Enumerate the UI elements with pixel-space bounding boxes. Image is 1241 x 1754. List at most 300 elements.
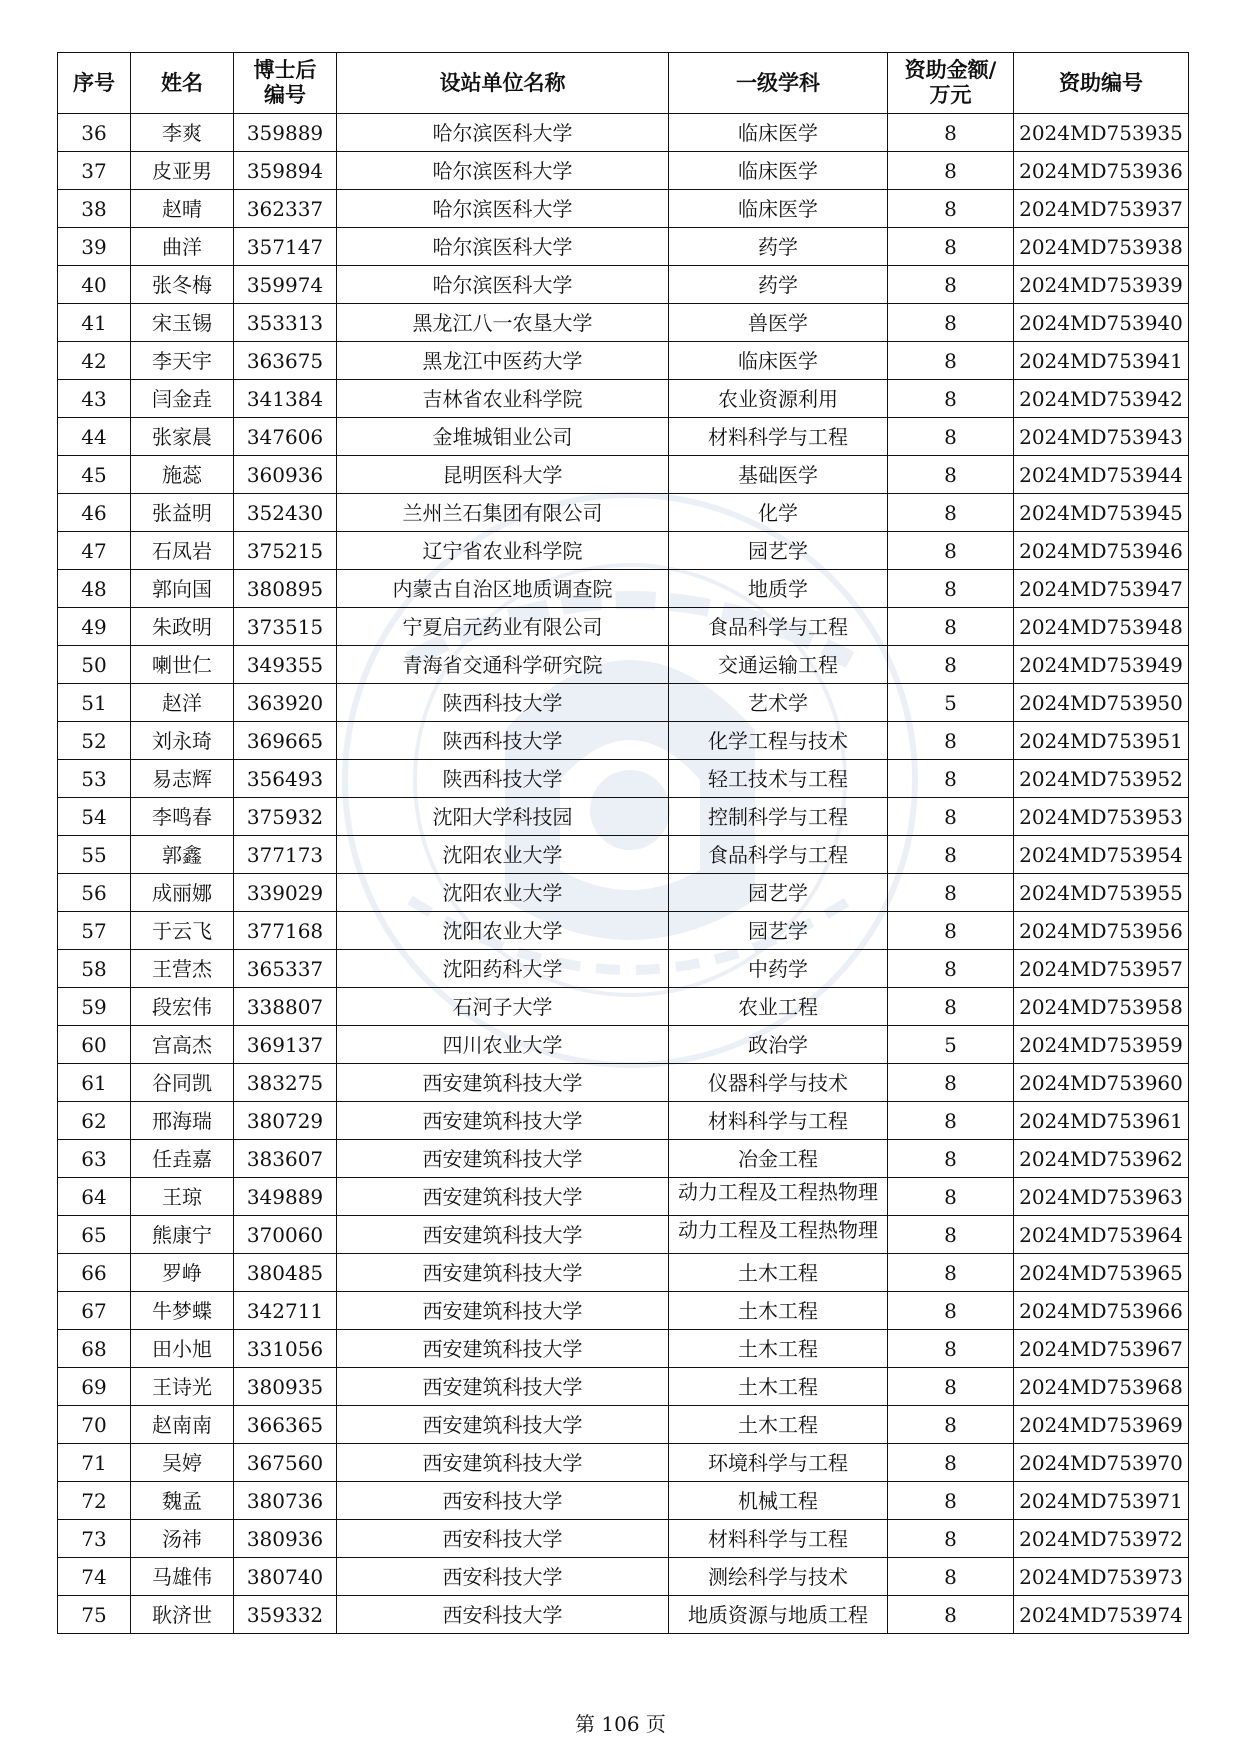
col-header-index: 序号 bbox=[58, 53, 131, 114]
cell-amount: 8 bbox=[888, 760, 1014, 798]
cell-grant-id: 2024MD753938 bbox=[1014, 228, 1189, 266]
table-row bbox=[58, 950, 1189, 988]
cell-index: 54 bbox=[58, 798, 131, 836]
cell-amount: 8 bbox=[888, 570, 1014, 608]
cell-postdoc-id: 352430 bbox=[234, 494, 337, 532]
cell-name: 段宏伟 bbox=[131, 988, 234, 1026]
cell-index: 41 bbox=[58, 304, 131, 342]
cell-index: 38 bbox=[58, 190, 131, 228]
cell-name: 宫高杰 bbox=[131, 1026, 234, 1064]
cell-name: 熊康宁 bbox=[131, 1216, 234, 1254]
cell-institution: 哈尔滨医科大学 bbox=[337, 266, 669, 304]
cell-name: 喇世仁 bbox=[131, 646, 234, 684]
cell-index: 39 bbox=[58, 228, 131, 266]
cell-institution: 沈阳农业大学 bbox=[337, 912, 669, 950]
cell-discipline: 艺术学 bbox=[669, 684, 888, 722]
cell-grant-id: 2024MD753969 bbox=[1014, 1406, 1189, 1444]
cell-name: 郭鑫 bbox=[131, 836, 234, 874]
cell-index: 67 bbox=[58, 1292, 131, 1330]
cell-institution: 石河子大学 bbox=[337, 988, 669, 1026]
cell-amount: 8 bbox=[888, 456, 1014, 494]
cell-postdoc-id: 383607 bbox=[234, 1140, 337, 1178]
cell-grant-id: 2024MD753949 bbox=[1014, 646, 1189, 684]
cell-index: 72 bbox=[58, 1482, 131, 1520]
cell-index: 45 bbox=[58, 456, 131, 494]
table-row bbox=[58, 1292, 1189, 1330]
cell-institution: 西安科技大学 bbox=[337, 1520, 669, 1558]
cell-name: 皮亚男 bbox=[131, 152, 234, 190]
cell-amount: 8 bbox=[888, 1140, 1014, 1178]
cell-name: 易志辉 bbox=[131, 760, 234, 798]
cell-name: 闫金垚 bbox=[131, 380, 234, 418]
cell-index: 55 bbox=[58, 836, 131, 874]
cell-discipline: 食品科学与工程 bbox=[669, 836, 888, 874]
cell-index: 70 bbox=[58, 1406, 131, 1444]
cell-grant-id: 2024MD753972 bbox=[1014, 1520, 1189, 1558]
cell-discipline: 土木工程 bbox=[669, 1330, 888, 1368]
cell-postdoc-id: 359974 bbox=[234, 266, 337, 304]
table-row bbox=[58, 1102, 1189, 1140]
cell-index: 59 bbox=[58, 988, 131, 1026]
cell-grant-id: 2024MD753935 bbox=[1014, 114, 1189, 152]
cell-grant-id: 2024MD753941 bbox=[1014, 342, 1189, 380]
cell-grant-id: 2024MD753946 bbox=[1014, 532, 1189, 570]
cell-institution: 哈尔滨医科大学 bbox=[337, 152, 669, 190]
cell-name: 罗峥 bbox=[131, 1254, 234, 1292]
cell-postdoc-id: 369137 bbox=[234, 1026, 337, 1064]
cell-amount: 8 bbox=[888, 1482, 1014, 1520]
cell-discipline: 地质学 bbox=[669, 570, 888, 608]
cell-discipline: 园艺学 bbox=[669, 874, 888, 912]
cell-index: 40 bbox=[58, 266, 131, 304]
cell-discipline: 交通运输工程 bbox=[669, 646, 888, 684]
cell-institution: 西安建筑科技大学 bbox=[337, 1330, 669, 1368]
cell-amount: 8 bbox=[888, 1444, 1014, 1482]
cell-amount: 8 bbox=[888, 190, 1014, 228]
cell-index: 61 bbox=[58, 1064, 131, 1102]
cell-discipline: 材料科学与工程 bbox=[669, 1520, 888, 1558]
cell-institution: 沈阳农业大学 bbox=[337, 874, 669, 912]
cell-index: 44 bbox=[58, 418, 131, 456]
cell-postdoc-id: 353313 bbox=[234, 304, 337, 342]
cell-index: 48 bbox=[58, 570, 131, 608]
cell-discipline: 药学 bbox=[669, 266, 888, 304]
cell-amount: 8 bbox=[888, 1368, 1014, 1406]
cell-amount: 8 bbox=[888, 380, 1014, 418]
cell-discipline: 化学 bbox=[669, 494, 888, 532]
cell-index: 68 bbox=[58, 1330, 131, 1368]
table-row bbox=[58, 228, 1189, 266]
cell-amount: 8 bbox=[888, 1254, 1014, 1292]
table-row bbox=[58, 608, 1189, 646]
cell-discipline: 政治学 bbox=[669, 1026, 888, 1064]
cell-amount: 8 bbox=[888, 304, 1014, 342]
cell-institution: 哈尔滨医科大学 bbox=[337, 228, 669, 266]
cell-name: 王琼 bbox=[131, 1178, 234, 1216]
cell-index: 73 bbox=[58, 1520, 131, 1558]
cell-postdoc-id: 370060 bbox=[234, 1216, 337, 1254]
cell-amount: 8 bbox=[888, 1520, 1014, 1558]
cell-name: 王诗光 bbox=[131, 1368, 234, 1406]
cell-postdoc-id: 341384 bbox=[234, 380, 337, 418]
cell-name: 曲洋 bbox=[131, 228, 234, 266]
cell-postdoc-id: 367560 bbox=[234, 1444, 337, 1482]
table-row bbox=[58, 570, 1189, 608]
cell-institution: 兰州兰石集团有限公司 bbox=[337, 494, 669, 532]
cell-name: 张冬梅 bbox=[131, 266, 234, 304]
cell-discipline: 园艺学 bbox=[669, 532, 888, 570]
cell-name: 于云飞 bbox=[131, 912, 234, 950]
cell-amount: 8 bbox=[888, 1558, 1014, 1596]
cell-discipline: 土木工程 bbox=[669, 1406, 888, 1444]
cell-amount: 8 bbox=[888, 494, 1014, 532]
cell-amount: 8 bbox=[888, 114, 1014, 152]
cell-index: 51 bbox=[58, 684, 131, 722]
cell-postdoc-id: 331056 bbox=[234, 1330, 337, 1368]
table-row bbox=[58, 684, 1189, 722]
table-row bbox=[58, 912, 1189, 950]
cell-discipline: 材料科学与工程 bbox=[669, 418, 888, 456]
cell-postdoc-id: 366365 bbox=[234, 1406, 337, 1444]
cell-institution: 哈尔滨医科大学 bbox=[337, 114, 669, 152]
cell-postdoc-id: 380729 bbox=[234, 1102, 337, 1140]
cell-amount: 8 bbox=[888, 836, 1014, 874]
table-row bbox=[58, 646, 1189, 684]
cell-discipline: 农业工程 bbox=[669, 988, 888, 1026]
cell-postdoc-id: 373515 bbox=[234, 608, 337, 646]
cell-name: 汤祎 bbox=[131, 1520, 234, 1558]
cell-index: 71 bbox=[58, 1444, 131, 1482]
cell-grant-id: 2024MD753945 bbox=[1014, 494, 1189, 532]
table-row bbox=[58, 532, 1189, 570]
col-header-grant-id: 资助编号 bbox=[1014, 53, 1189, 114]
table-row bbox=[58, 152, 1189, 190]
cell-name: 宋玉锡 bbox=[131, 304, 234, 342]
cell-grant-id: 2024MD753940 bbox=[1014, 304, 1189, 342]
cell-amount: 8 bbox=[888, 874, 1014, 912]
col-header-amount: 资助金额/ 万元 bbox=[888, 53, 1014, 114]
cell-discipline: 食品科学与工程 bbox=[669, 608, 888, 646]
cell-grant-id: 2024MD753948 bbox=[1014, 608, 1189, 646]
cell-amount: 8 bbox=[888, 1596, 1014, 1634]
cell-institution: 西安建筑科技大学 bbox=[337, 1064, 669, 1102]
cell-grant-id: 2024MD753964 bbox=[1014, 1216, 1189, 1254]
cell-grant-id: 2024MD753973 bbox=[1014, 1558, 1189, 1596]
cell-institution: 西安建筑科技大学 bbox=[337, 1102, 669, 1140]
cell-index: 75 bbox=[58, 1596, 131, 1634]
cell-institution: 西安建筑科技大学 bbox=[337, 1368, 669, 1406]
cell-amount: 8 bbox=[888, 798, 1014, 836]
cell-name: 石凤岩 bbox=[131, 532, 234, 570]
cell-postdoc-id: 377173 bbox=[234, 836, 337, 874]
table-row bbox=[58, 304, 1189, 342]
table-row bbox=[58, 1178, 1189, 1216]
cell-institution: 哈尔滨医科大学 bbox=[337, 190, 669, 228]
cell-institution: 四川农业大学 bbox=[337, 1026, 669, 1064]
cell-institution: 西安科技大学 bbox=[337, 1558, 669, 1596]
cell-index: 60 bbox=[58, 1026, 131, 1064]
cell-postdoc-id: 349889 bbox=[234, 1178, 337, 1216]
cell-postdoc-id: 356493 bbox=[234, 760, 337, 798]
cell-index: 49 bbox=[58, 608, 131, 646]
cell-institution: 西安建筑科技大学 bbox=[337, 1140, 669, 1178]
cell-institution: 西安建筑科技大学 bbox=[337, 1292, 669, 1330]
cell-postdoc-id: 357147 bbox=[234, 228, 337, 266]
cell-name: 赵晴 bbox=[131, 190, 234, 228]
cell-name: 赵洋 bbox=[131, 684, 234, 722]
cell-name: 任垚嘉 bbox=[131, 1140, 234, 1178]
cell-grant-id: 2024MD753953 bbox=[1014, 798, 1189, 836]
table-row bbox=[58, 1254, 1189, 1292]
cell-grant-id: 2024MD753954 bbox=[1014, 836, 1189, 874]
cell-name: 郭向国 bbox=[131, 570, 234, 608]
cell-name: 田小旭 bbox=[131, 1330, 234, 1368]
cell-grant-id: 2024MD753960 bbox=[1014, 1064, 1189, 1102]
cell-amount: 5 bbox=[888, 1026, 1014, 1064]
table-row bbox=[58, 760, 1189, 798]
cell-index: 50 bbox=[58, 646, 131, 684]
cell-postdoc-id: 365337 bbox=[234, 950, 337, 988]
funding-table bbox=[57, 52, 1189, 1634]
table-row bbox=[58, 1482, 1189, 1520]
cell-grant-id: 2024MD753966 bbox=[1014, 1292, 1189, 1330]
page-number: 第 106 页 bbox=[575, 1712, 666, 1736]
cell-institution: 沈阳药科大学 bbox=[337, 950, 669, 988]
cell-discipline: 化学工程与技术 bbox=[669, 722, 888, 760]
cell-grant-id: 2024MD753943 bbox=[1014, 418, 1189, 456]
cell-discipline: 动力工程及工程热物理 bbox=[669, 1178, 888, 1216]
cell-grant-id: 2024MD753965 bbox=[1014, 1254, 1189, 1292]
cell-postdoc-id: 363920 bbox=[234, 684, 337, 722]
cell-grant-id: 2024MD753947 bbox=[1014, 570, 1189, 608]
cell-discipline: 临床医学 bbox=[669, 342, 888, 380]
cell-index: 43 bbox=[58, 380, 131, 418]
cell-grant-id: 2024MD753967 bbox=[1014, 1330, 1189, 1368]
cell-postdoc-id: 359889 bbox=[234, 114, 337, 152]
cell-name: 张家晨 bbox=[131, 418, 234, 456]
cell-index: 69 bbox=[58, 1368, 131, 1406]
cell-postdoc-id: 383275 bbox=[234, 1064, 337, 1102]
cell-index: 36 bbox=[58, 114, 131, 152]
cell-discipline: 地质资源与地质工程 bbox=[669, 1596, 888, 1634]
cell-postdoc-id: 359332 bbox=[234, 1596, 337, 1634]
cell-grant-id: 2024MD753952 bbox=[1014, 760, 1189, 798]
cell-institution: 内蒙古自治区地质调查院 bbox=[337, 570, 669, 608]
cell-amount: 8 bbox=[888, 266, 1014, 304]
cell-name: 成丽娜 bbox=[131, 874, 234, 912]
cell-discipline: 轻工技术与工程 bbox=[669, 760, 888, 798]
cell-discipline: 药学 bbox=[669, 228, 888, 266]
cell-discipline: 农业资源利用 bbox=[669, 380, 888, 418]
table-row bbox=[58, 988, 1189, 1026]
cell-amount: 8 bbox=[888, 608, 1014, 646]
cell-grant-id: 2024MD753968 bbox=[1014, 1368, 1189, 1406]
cell-institution: 辽宁省农业科学院 bbox=[337, 532, 669, 570]
cell-amount: 8 bbox=[888, 912, 1014, 950]
table-row bbox=[58, 1368, 1189, 1406]
col-header-postdoc-id: 博士后 编号 bbox=[234, 53, 337, 114]
cell-amount: 8 bbox=[888, 418, 1014, 456]
table-row bbox=[58, 342, 1189, 380]
table-row bbox=[58, 380, 1189, 418]
table-row bbox=[58, 1520, 1189, 1558]
cell-institution: 昆明医科大学 bbox=[337, 456, 669, 494]
cell-amount: 8 bbox=[888, 1178, 1014, 1216]
cell-postdoc-id: 349355 bbox=[234, 646, 337, 684]
cell-discipline: 仪器科学与技术 bbox=[669, 1064, 888, 1102]
table-row bbox=[58, 418, 1189, 456]
cell-institution: 陕西科技大学 bbox=[337, 684, 669, 722]
table-row bbox=[58, 1026, 1189, 1064]
cell-name: 耿济世 bbox=[131, 1596, 234, 1634]
cell-amount: 8 bbox=[888, 1102, 1014, 1140]
table-row bbox=[58, 722, 1189, 760]
cell-grant-id: 2024MD753958 bbox=[1014, 988, 1189, 1026]
cell-institution: 西安建筑科技大学 bbox=[337, 1178, 669, 1216]
cell-name: 吴婷 bbox=[131, 1444, 234, 1482]
cell-grant-id: 2024MD753963 bbox=[1014, 1178, 1189, 1216]
cell-amount: 8 bbox=[888, 722, 1014, 760]
table-row bbox=[58, 190, 1189, 228]
cell-postdoc-id: 369665 bbox=[234, 722, 337, 760]
cell-index: 74 bbox=[58, 1558, 131, 1596]
cell-name: 王营杰 bbox=[131, 950, 234, 988]
cell-discipline: 基础医学 bbox=[669, 456, 888, 494]
cell-amount: 8 bbox=[888, 1064, 1014, 1102]
table-row bbox=[58, 1330, 1189, 1368]
cell-postdoc-id: 362337 bbox=[234, 190, 337, 228]
cell-discipline: 临床医学 bbox=[669, 152, 888, 190]
cell-index: 64 bbox=[58, 1178, 131, 1216]
cell-grant-id: 2024MD753971 bbox=[1014, 1482, 1189, 1520]
cell-postdoc-id: 380936 bbox=[234, 1520, 337, 1558]
cell-amount: 8 bbox=[888, 532, 1014, 570]
cell-grant-id: 2024MD753974 bbox=[1014, 1596, 1189, 1634]
cell-grant-id: 2024MD753955 bbox=[1014, 874, 1189, 912]
cell-grant-id: 2024MD753957 bbox=[1014, 950, 1189, 988]
cell-discipline: 土木工程 bbox=[669, 1368, 888, 1406]
cell-index: 47 bbox=[58, 532, 131, 570]
cell-postdoc-id: 339029 bbox=[234, 874, 337, 912]
cell-postdoc-id: 363675 bbox=[234, 342, 337, 380]
cell-discipline: 临床医学 bbox=[669, 114, 888, 152]
cell-index: 42 bbox=[58, 342, 131, 380]
table-row bbox=[58, 798, 1189, 836]
cell-postdoc-id: 360936 bbox=[234, 456, 337, 494]
cell-amount: 8 bbox=[888, 950, 1014, 988]
table-row bbox=[58, 1140, 1189, 1178]
cell-postdoc-id: 377168 bbox=[234, 912, 337, 950]
cell-postdoc-id: 380485 bbox=[234, 1254, 337, 1292]
cell-discipline: 控制科学与工程 bbox=[669, 798, 888, 836]
cell-institution: 西安科技大学 bbox=[337, 1482, 669, 1520]
cell-postdoc-id: 380895 bbox=[234, 570, 337, 608]
col-header-institution: 设站单位名称 bbox=[337, 53, 669, 114]
cell-index: 53 bbox=[58, 760, 131, 798]
table-row bbox=[58, 836, 1189, 874]
cell-grant-id: 2024MD753951 bbox=[1014, 722, 1189, 760]
col-header-discipline: 一级学科 bbox=[669, 53, 888, 114]
cell-index: 46 bbox=[58, 494, 131, 532]
cell-amount: 8 bbox=[888, 646, 1014, 684]
cell-name: 魏孟 bbox=[131, 1482, 234, 1520]
cell-name: 赵南南 bbox=[131, 1406, 234, 1444]
cell-discipline: 土木工程 bbox=[669, 1254, 888, 1292]
cell-amount: 5 bbox=[888, 684, 1014, 722]
cell-name: 刘永琦 bbox=[131, 722, 234, 760]
cell-discipline: 土木工程 bbox=[669, 1292, 888, 1330]
cell-institution: 西安建筑科技大学 bbox=[337, 1406, 669, 1444]
cell-institution: 西安建筑科技大学 bbox=[337, 1216, 669, 1254]
cell-amount: 8 bbox=[888, 1216, 1014, 1254]
header-row bbox=[58, 53, 1189, 114]
cell-discipline: 园艺学 bbox=[669, 912, 888, 950]
cell-name: 张益明 bbox=[131, 494, 234, 532]
cell-index: 56 bbox=[58, 874, 131, 912]
cell-index: 58 bbox=[58, 950, 131, 988]
cell-index: 52 bbox=[58, 722, 131, 760]
cell-discipline: 兽医学 bbox=[669, 304, 888, 342]
cell-institution: 宁夏启元药业有限公司 bbox=[337, 608, 669, 646]
cell-index: 65 bbox=[58, 1216, 131, 1254]
cell-postdoc-id: 342711 bbox=[234, 1292, 337, 1330]
cell-name: 邢海瑞 bbox=[131, 1102, 234, 1140]
cell-discipline: 测绘科学与技术 bbox=[669, 1558, 888, 1596]
cell-name: 马雄伟 bbox=[131, 1558, 234, 1596]
cell-amount: 8 bbox=[888, 1406, 1014, 1444]
cell-name: 牛梦蝶 bbox=[131, 1292, 234, 1330]
cell-index: 37 bbox=[58, 152, 131, 190]
cell-grant-id: 2024MD753950 bbox=[1014, 684, 1189, 722]
cell-discipline: 机械工程 bbox=[669, 1482, 888, 1520]
table-row bbox=[58, 266, 1189, 304]
table-row bbox=[58, 1596, 1189, 1634]
cell-postdoc-id: 380740 bbox=[234, 1558, 337, 1596]
cell-grant-id: 2024MD753939 bbox=[1014, 266, 1189, 304]
cell-postdoc-id: 380935 bbox=[234, 1368, 337, 1406]
cell-discipline: 中药学 bbox=[669, 950, 888, 988]
cell-amount: 8 bbox=[888, 1292, 1014, 1330]
cell-name: 李天宇 bbox=[131, 342, 234, 380]
cell-discipline: 材料科学与工程 bbox=[669, 1102, 888, 1140]
cell-grant-id: 2024MD753937 bbox=[1014, 190, 1189, 228]
cell-name: 李鸣春 bbox=[131, 798, 234, 836]
cell-institution: 西安建筑科技大学 bbox=[337, 1254, 669, 1292]
table-row bbox=[58, 456, 1189, 494]
cell-discipline: 环境科学与工程 bbox=[669, 1444, 888, 1482]
cell-institution: 沈阳大学科技园 bbox=[337, 798, 669, 836]
cell-institution: 陕西科技大学 bbox=[337, 722, 669, 760]
cell-postdoc-id: 380736 bbox=[234, 1482, 337, 1520]
cell-institution: 沈阳农业大学 bbox=[337, 836, 669, 874]
cell-amount: 8 bbox=[888, 342, 1014, 380]
table-row bbox=[58, 114, 1189, 152]
cell-index: 63 bbox=[58, 1140, 131, 1178]
cell-discipline: 临床医学 bbox=[669, 190, 888, 228]
cell-grant-id: 2024MD753962 bbox=[1014, 1140, 1189, 1178]
cell-institution: 金堆城钼业公司 bbox=[337, 418, 669, 456]
cell-discipline: 冶金工程 bbox=[669, 1140, 888, 1178]
cell-amount: 8 bbox=[888, 228, 1014, 266]
table-row bbox=[58, 1064, 1189, 1102]
cell-grant-id: 2024MD753959 bbox=[1014, 1026, 1189, 1064]
table-row bbox=[58, 1216, 1189, 1254]
cell-grant-id: 2024MD753944 bbox=[1014, 456, 1189, 494]
cell-grant-id: 2024MD753936 bbox=[1014, 152, 1189, 190]
cell-postdoc-id: 375215 bbox=[234, 532, 337, 570]
cell-name: 朱政明 bbox=[131, 608, 234, 646]
cell-institution: 陕西科技大学 bbox=[337, 760, 669, 798]
